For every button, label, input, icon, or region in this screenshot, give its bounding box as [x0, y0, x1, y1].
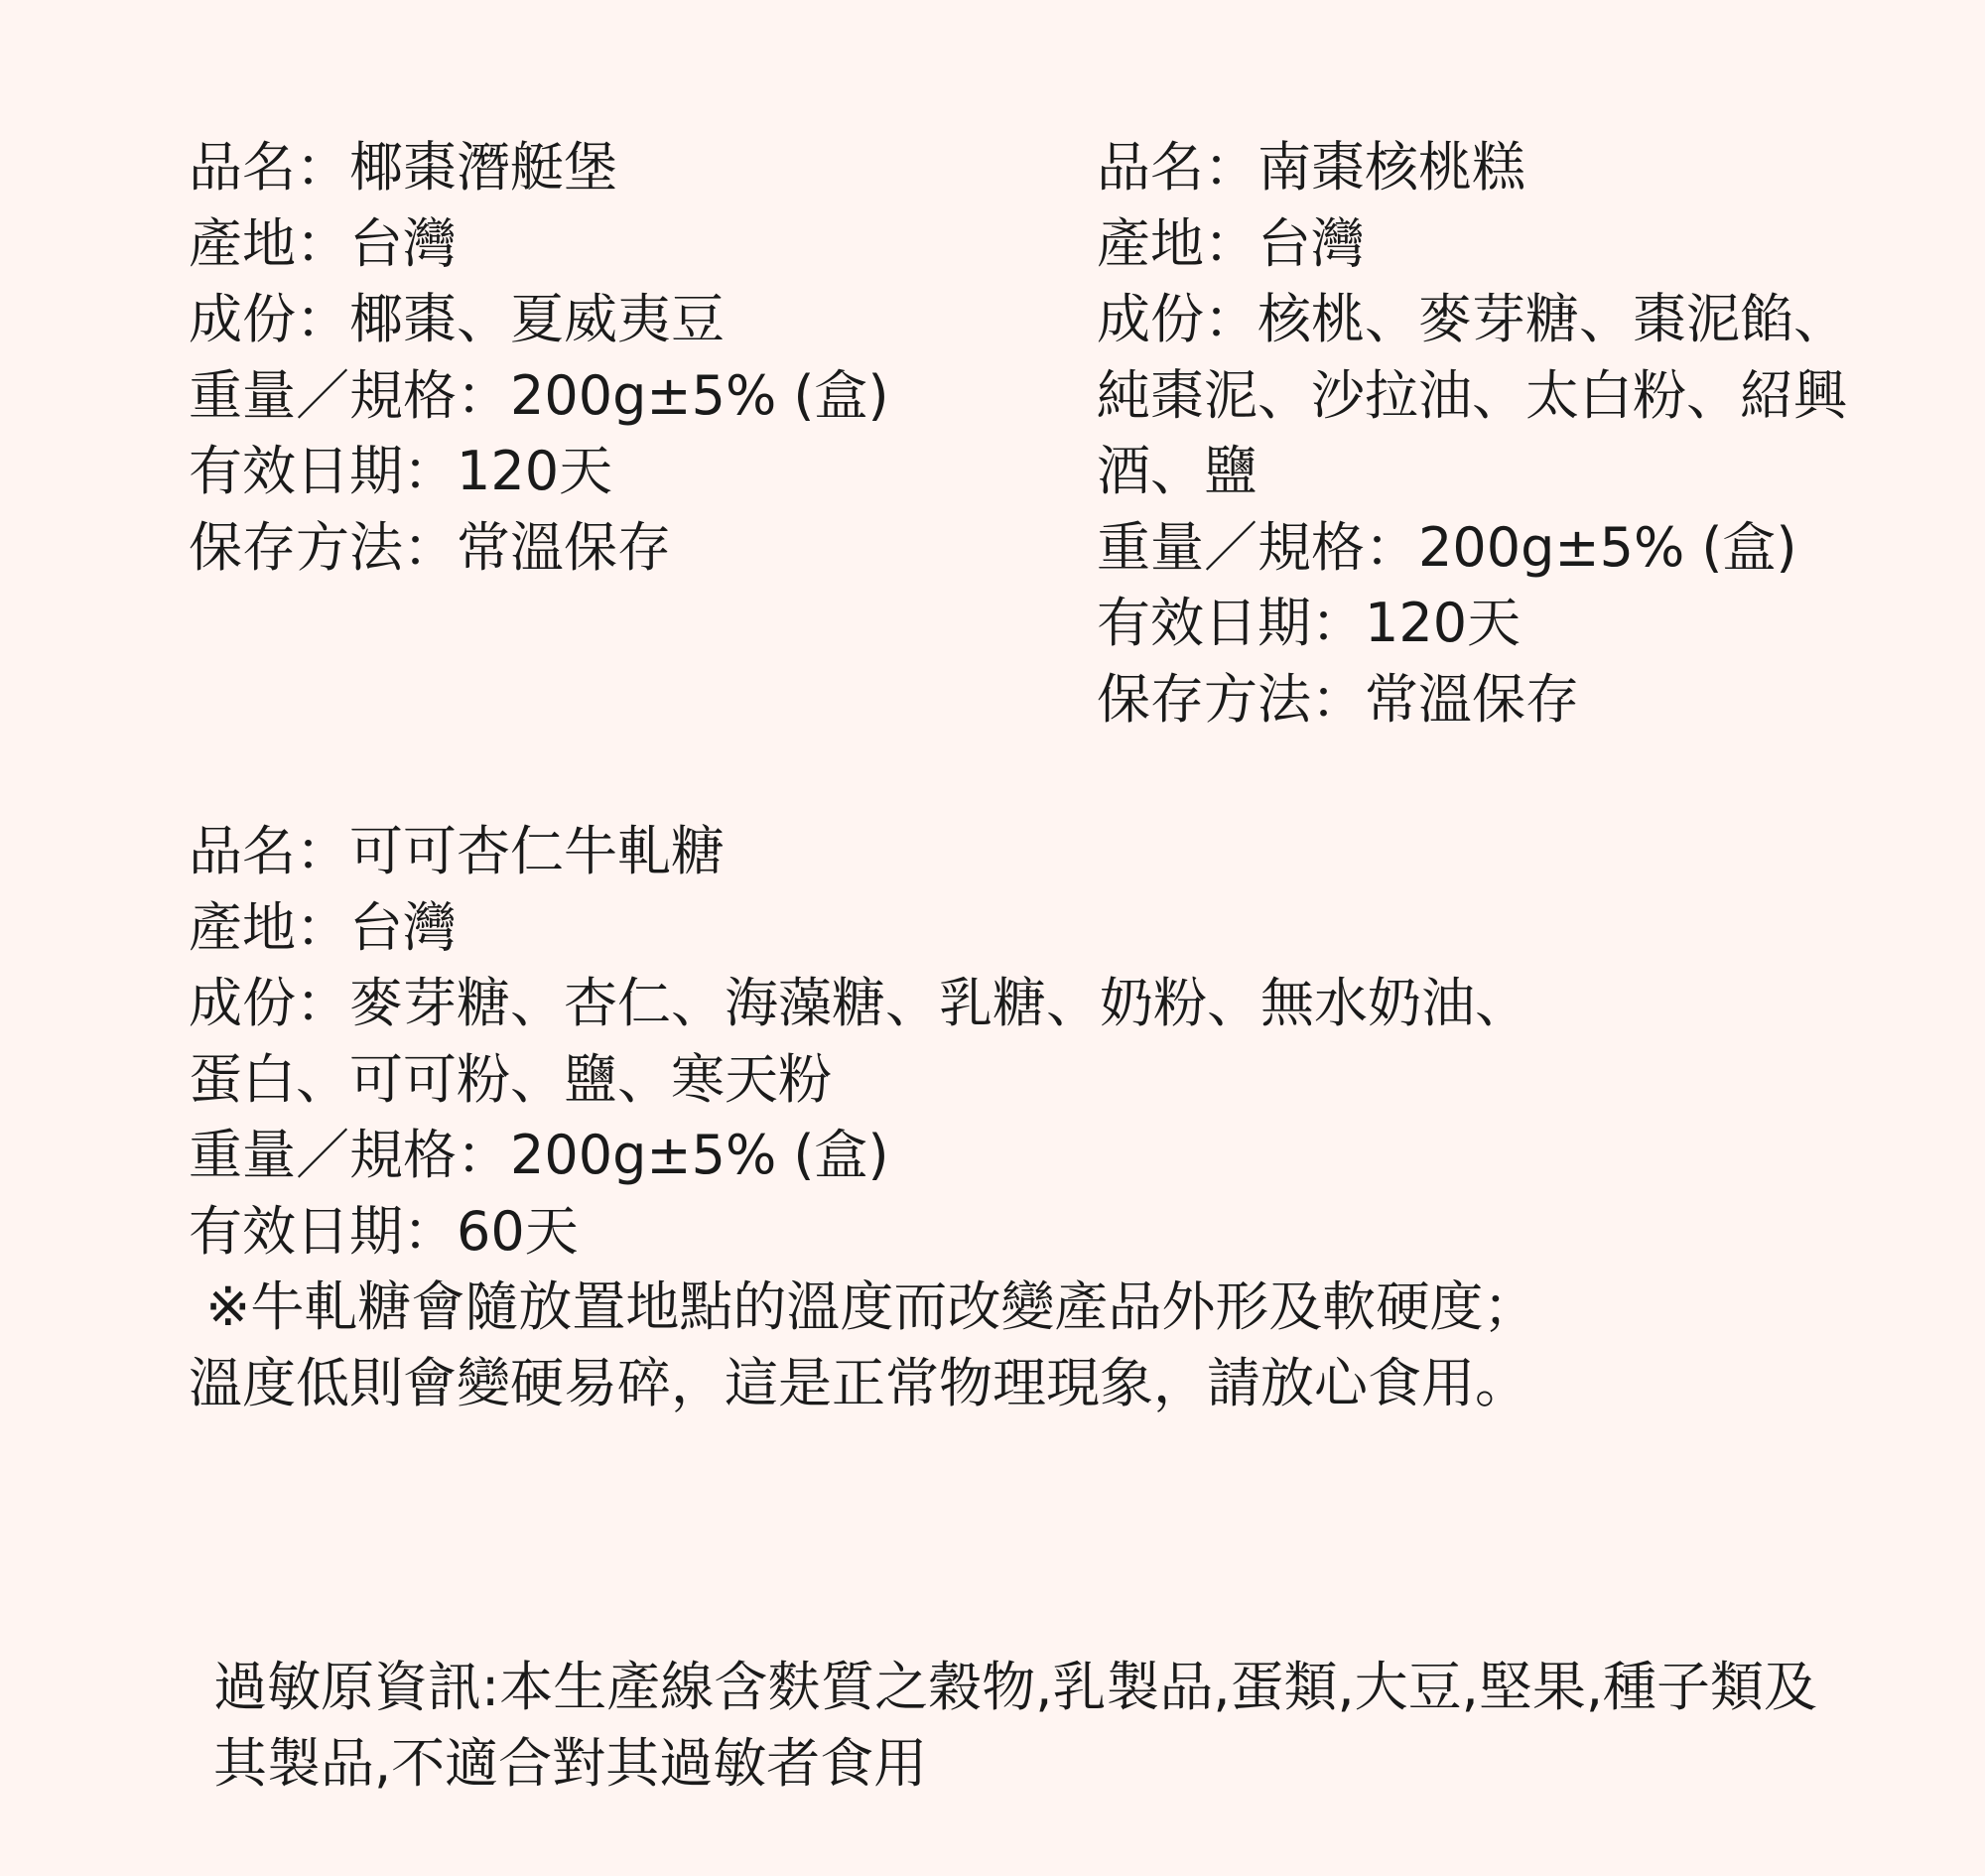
ingredients-line: 成份：核桃、麥芽糖、棗泥餡、	[1097, 288, 1847, 350]
allergen-info	[213, 1650, 1817, 1802]
expiry-line: 有效日期：120天	[189, 440, 613, 502]
allergen-line: 過敏原資訊:本生產線含麩質之穀物,乳製品,蛋類,大豆,堅果,種子類及	[213, 1656, 1818, 1718]
product-name-line: 品名：椰棗潛艇堡	[189, 136, 617, 199]
origin-line: 產地：台灣	[189, 211, 457, 275]
product-name-line: 品名：南棗核桃糕	[1097, 136, 1525, 199]
product-name-line: 品名：可可杏仁牛軋糖	[189, 820, 725, 882]
product-info-cocoa-almond-nougat	[189, 814, 1536, 1421]
expiry-line: 有效日期：120天	[1097, 592, 1522, 654]
ingredients-line: 純棗泥、沙拉油、太白粉、紹興	[1097, 363, 1847, 427]
weight-spec-line: 重量／規格：200g±5% (盒)	[189, 363, 889, 427]
expiry-line: 有效日期：60天	[189, 1199, 579, 1263]
note-line: 溫度低則會變硬易碎，這是正常物理現象，請放心食用。	[189, 1351, 1528, 1414]
weight-spec-line: 重量／規格：200g±5% (盒)	[189, 1124, 889, 1186]
allergen-line: 其製品,不適合對其過敏者食用	[213, 1731, 928, 1795]
ingredients-line: 成份：麥芽糖、杏仁、海藻糖、乳糖、奶粉、無水奶油、	[189, 972, 1528, 1034]
origin-line: 產地：台灣	[189, 895, 457, 959]
product-info-date-walnut-cake	[1097, 130, 1847, 737]
note-line: ※牛軋糖會隨放置地點的溫度而改變產品外形及軟硬度；	[189, 1275, 1537, 1338]
ingredients-line: 成份：椰棗、夏威夷豆	[189, 288, 725, 350]
ingredients-line: 酒、鹽	[1097, 440, 1257, 502]
ingredients-line: 蛋白、可可粉、鹽、寒天粉	[189, 1047, 832, 1111]
storage-line: 保存方法：常溫保存	[1097, 667, 1579, 731]
weight-spec-line: 重量／規格：200g±5% (盒)	[1097, 515, 1797, 579]
storage-line: 保存方法：常溫保存	[189, 515, 671, 579]
product-info-coconut-date-sub	[189, 130, 889, 586]
origin-line: 產地：台灣	[1097, 211, 1365, 275]
